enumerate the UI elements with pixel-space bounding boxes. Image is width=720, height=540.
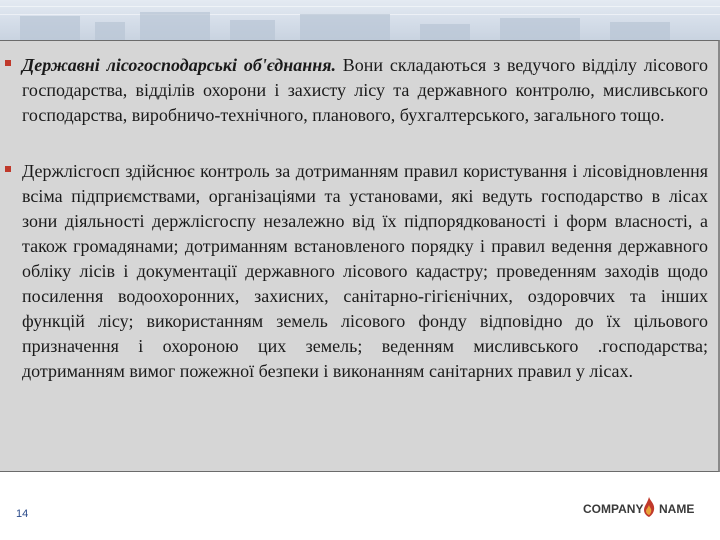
header-decoration [95, 22, 125, 40]
header-decoration [610, 22, 670, 40]
bullet-text [22, 53, 708, 128]
header-stripe [0, 6, 720, 7]
company-logo [583, 494, 693, 524]
bullet-term: Державні лісогосподарські об'єднання. [22, 55, 336, 75]
header-decoration [500, 18, 580, 40]
header-decoration [300, 14, 390, 40]
flame-icon [641, 496, 657, 518]
header-band [0, 0, 720, 40]
bullet-body: Держлісгосп здійснює контроль за дотриманням правил користування і лісовідновлення всіма підприємствами, організаціями та установами, які ведуть господарство в лісах зони діяльності держлісгоспу незалежно від їх підпорядкованості і форм власності, а також громадянами; дотриманням встановленого порядку і правил ведення державного обліку лісів і документації державного лісового кадастру; проведенням заходів щодо посилення водоохоронних, захисних, санітарно-гігієнічних, оздоровчих та інших функцій лісу; використанням земель лісового фонду відповідно до їх цільового призначення і охороною цих земель; веденням мисливського .господарства; дотриманням вимог пожежної безпеки і виконанням санітарних правил у лісах. [22, 161, 708, 381]
page-number: 14 [16, 508, 29, 520]
bullet-body: Вони складаються з ведучого відділу лісового господарства, відділів охорони і захисту лісу та державного контролю, мисливського господарства, виробничо-технічного, планового, бухгалтерського, загального тощо. [22, 55, 708, 125]
header-decoration [420, 24, 470, 40]
header-decoration [20, 16, 80, 40]
content-panel [0, 40, 720, 472]
bullet-marker [5, 166, 11, 172]
header-decoration [140, 12, 210, 40]
footer [0, 472, 720, 540]
bullet-text [22, 159, 708, 384]
bullet-marker [5, 60, 11, 66]
logo-name-text: NAME [659, 502, 695, 516]
logo-company-text: COMPANY [583, 502, 644, 516]
header-decoration [230, 20, 275, 40]
